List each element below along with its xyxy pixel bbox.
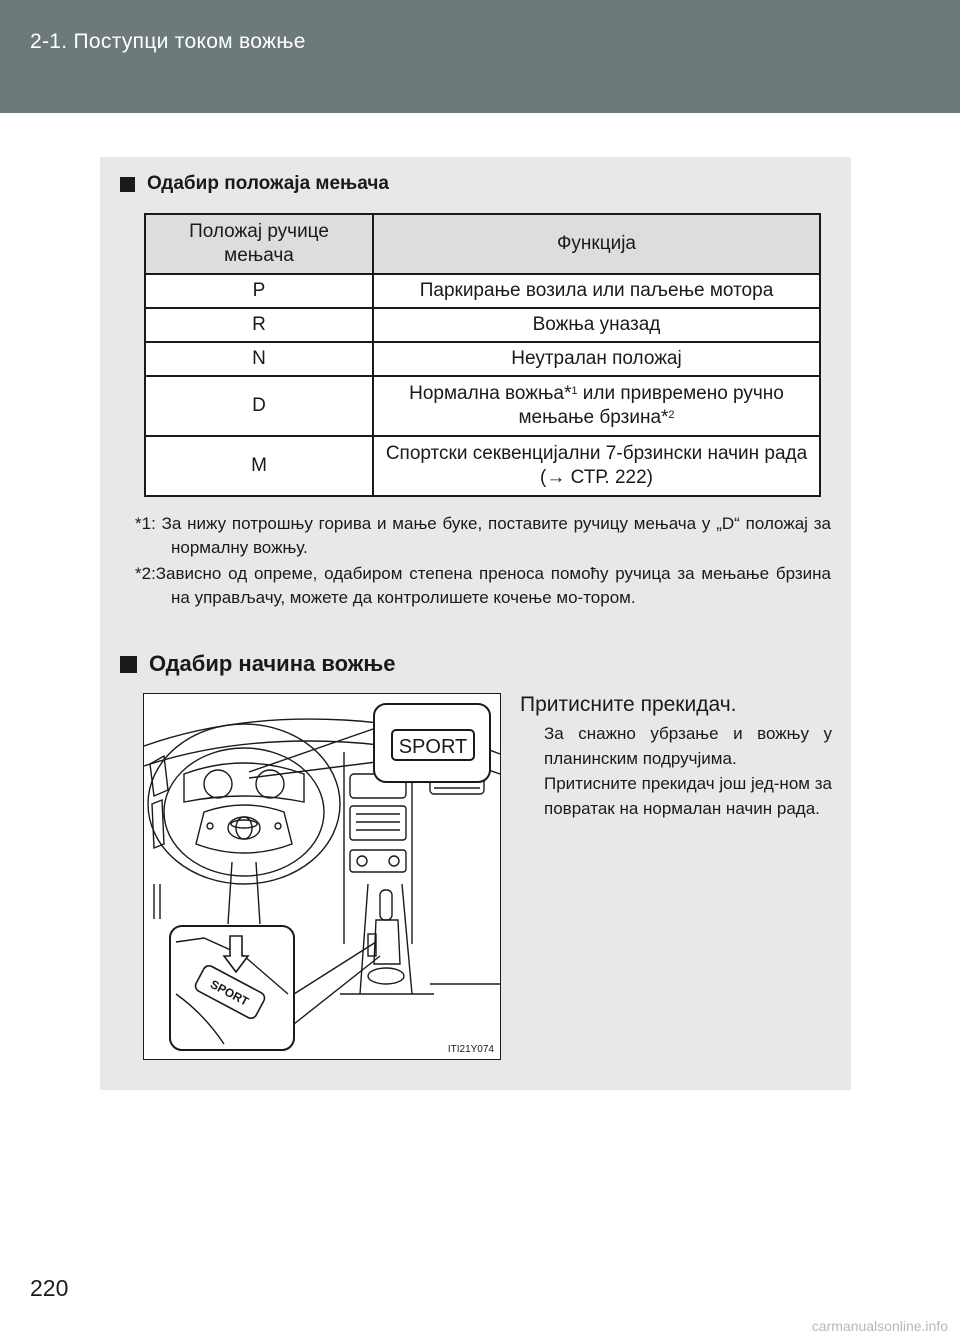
instructions xyxy=(520,693,832,821)
cell-function: Паркирање возила или паљење мотора xyxy=(373,274,820,308)
cell-position: D xyxy=(145,376,373,436)
section-title-driving-mode xyxy=(120,651,396,677)
square-bullet-icon xyxy=(120,656,137,673)
cell-position: N xyxy=(145,342,373,376)
sport-callout-label: SPORT xyxy=(398,736,468,758)
figure-code: ITI21Y074 xyxy=(447,1044,494,1055)
page-header xyxy=(0,0,960,113)
table-row xyxy=(145,274,820,308)
section-title-gear-position xyxy=(120,173,389,195)
cell-function: Неутралан положај xyxy=(373,342,820,376)
page-number: 220 xyxy=(30,1275,69,1301)
footnote-ref: 1 xyxy=(571,385,578,397)
function-text-a: Нормална вожња* xyxy=(409,383,572,404)
watermark: carmanualsonline.info xyxy=(811,1318,948,1334)
table-row xyxy=(145,342,820,376)
table-row xyxy=(145,308,820,342)
section-title-text: Одабир начина вожње xyxy=(149,651,396,676)
header-position: Положај ручице мењача xyxy=(145,214,373,274)
instruction-detail: Притисните прекидач још јед-ном за повратак на нормалан начин рада. xyxy=(544,774,832,818)
square-bullet-icon xyxy=(120,177,135,192)
cell-position: M xyxy=(145,436,373,496)
instruction-main: Притисните прекидач. xyxy=(520,693,737,716)
cell-function: Спортски секвенцијални 7-брзински начин рада (→ СТР. 222) xyxy=(373,436,820,496)
footnotes xyxy=(135,512,831,612)
cell-function xyxy=(373,376,820,436)
dashboard-drawing xyxy=(144,694,500,1059)
cell-function: Вожња уназад xyxy=(373,308,820,342)
function-text-b: или привремено ручно мењање брзина* xyxy=(518,383,784,428)
header-function: Функција xyxy=(373,214,820,274)
footnote: *1: За нижу потрошњу горива и мање буке, поставите ручицу мењача у „D“ положај за нормалну вожњу. xyxy=(135,514,831,557)
header-title: 2-1. Поступци током вожње xyxy=(30,30,306,53)
dashboard-illustration xyxy=(143,693,501,1060)
footnote: *2:Зависно од опреме, одабиром степена преноса помоћу ручица за мењање брзина на управљачу, можете да контролишете кочење мо-тором. xyxy=(135,564,831,607)
cell-position: P xyxy=(145,274,373,308)
table-row xyxy=(145,376,820,436)
cell-position: R xyxy=(145,308,373,342)
shift-position-table xyxy=(144,213,821,497)
table-header-row xyxy=(145,214,820,274)
table-row xyxy=(145,436,820,496)
instruction-detail: За снажно убрзање и вожњу у планинским подручјима. xyxy=(544,724,832,768)
section-title-text: Одабир положаја мењача xyxy=(147,173,389,194)
sport-button-label: SPORT xyxy=(207,976,252,1009)
footnote-ref: 2 xyxy=(668,409,675,421)
